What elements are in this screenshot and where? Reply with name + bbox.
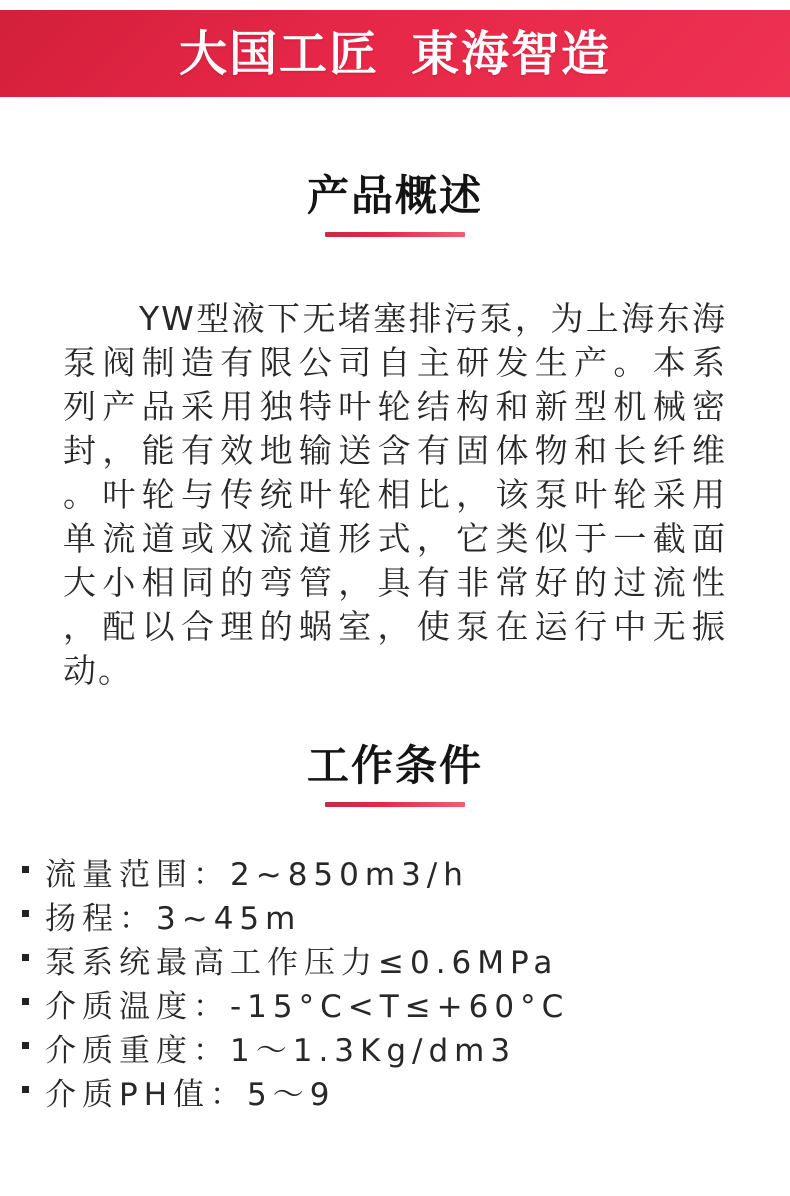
overview-paragraph-line: 大小相同的弯管，具有非常好的过流性 [63, 563, 727, 602]
bullet-dot [22, 998, 29, 1005]
condition-item-text: 泵系统最高工作压力≤0.6MPa [45, 944, 559, 981]
overview-paragraph-line: 单流道或双流道形式，它类似于一截面 [63, 519, 727, 558]
condition-item [22, 981, 727, 1025]
condition-item-text: 介质重度：1～1.3Kg/dm3 [45, 1032, 517, 1069]
overview-section-header [0, 171, 790, 237]
conditions-section-header [0, 741, 790, 807]
overview-paragraph-line: 泵阀制造有限公司自主研发生产。本系 [63, 343, 727, 382]
overview-paragraph-line: 列产品采用独特叶轮结构和新型机械密 [63, 387, 727, 426]
condition-item [22, 1069, 727, 1113]
condition-item-text: 介质PH值：5～9 [45, 1076, 336, 1113]
condition-item [22, 1025, 727, 1069]
overview-paragraph-line: 动。 [63, 651, 133, 690]
conditions-title: 工作条件 [306, 741, 483, 790]
bullet-dot [22, 954, 29, 961]
overview-paragraph-line: YW型液下无堵塞排污泵，为上海东海 [139, 299, 727, 338]
condition-item-text: 扬程：3~45m [45, 900, 302, 937]
bullet-dot [22, 866, 29, 873]
condition-item-text: 介质温度：-15°C<T≤+60°C [45, 988, 570, 1025]
overview-paragraph-line: 。叶轮与传统叶轮相比，该泵叶轮采用 [63, 475, 727, 514]
condition-item [22, 893, 727, 937]
bullet-dot [22, 1086, 29, 1093]
overview-title-underline [325, 232, 465, 237]
top-banner [0, 10, 790, 97]
overview-paragraph-line: 封，能有效地输送含有固体物和长纤维 [63, 431, 727, 470]
bullet-dot [22, 1042, 29, 1049]
overview-title: 产品概述 [306, 171, 483, 220]
product-detail-page [0, 10, 790, 1196]
condition-item [22, 937, 727, 981]
condition-item-text: 流量范围：2~850m3/h [45, 856, 469, 893]
overview-paragraph-line: ，配以合理的蜗室，使泵在运行中无振 [63, 607, 727, 646]
banner-title-right: 東海智造 [411, 25, 612, 82]
overview-paragraph [63, 297, 727, 693]
banner-title-left: 大国工匠 [178, 25, 379, 82]
working-conditions-list [22, 849, 727, 1113]
condition-item [22, 849, 727, 893]
conditions-title-underline [325, 802, 465, 807]
bullet-dot [22, 910, 29, 917]
